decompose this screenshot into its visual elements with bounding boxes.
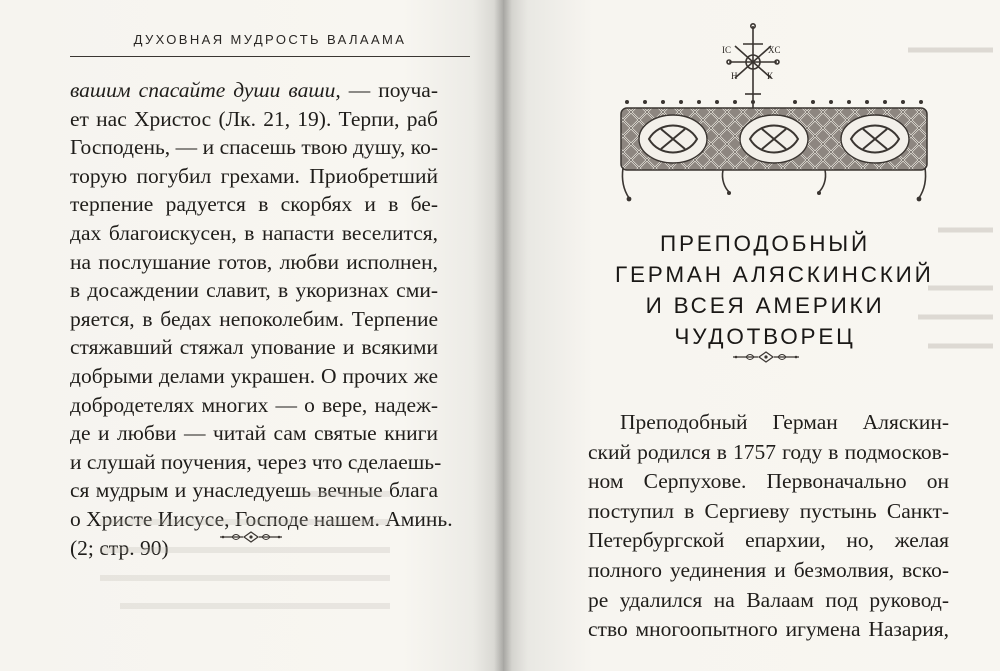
text-line: торую погубил грехами. Приобретший — [70, 163, 438, 188]
title-divider-ornament — [731, 350, 801, 364]
emblem-letters-xc: XC — [768, 45, 781, 55]
right-page-text — [588, 408, 949, 645]
section-divider-ornament — [218, 530, 284, 544]
text-line: ет нас Христос (Лк. 21, 19). Терпи, раб — [70, 106, 438, 131]
text-line: ся мудрым и унаследуешь вечные блага — [70, 478, 438, 503]
book-gutter-shadow — [494, 0, 512, 671]
emblem-letter-n: Н — [731, 71, 738, 81]
text-line: о Христе Иисусе, Господе нашем. Аминь. — [70, 506, 453, 531]
text-line: Господень, — и спасешь твою душу, ко- — [70, 135, 438, 160]
text-line: ряется, в бедах непоколебим. Терпение — [70, 306, 438, 331]
text-line: Преподобный Герман Аляскин- — [620, 410, 949, 434]
text-line: и слушай поучения, через что сделаешь- — [70, 449, 442, 474]
title-line: ЧУДОТВОРЕЦ — [674, 324, 856, 349]
text-line: Петербургской епархии, но, желая — [588, 528, 949, 553]
chapter-title — [615, 228, 934, 352]
text-line: терпение радуется в скорбях и в бе- — [70, 192, 438, 217]
title-line: И ВСЕЯ АМЕРИКИ — [645, 293, 885, 318]
emblem-letters-ic: IC — [722, 45, 731, 55]
interlace-headpiece-ornament — [615, 96, 933, 206]
text-line: де и любви — читай сам святые книги — [70, 421, 438, 446]
text-line: ном Серпухове. Первоначально он — [588, 469, 949, 494]
text-line: дах благоискусен, в напасти веселится, — [70, 220, 438, 245]
running-head-rule — [70, 56, 470, 57]
text-line: ре удалился на Валаам под руковод- — [588, 587, 949, 612]
text-line: ский родился в 1757 году в подмосков- — [588, 439, 949, 464]
text-line: стяжавший стяжал упование и всякими — [70, 335, 438, 360]
text-line: в досаждении славит, в укоризнах сми- — [70, 278, 438, 303]
running-head: ДУХОВНАЯ МУДРОСТЬ ВАЛААМА — [133, 32, 407, 47]
text-line: поступил в Сергиеву пустынь Санкт- — [588, 498, 949, 523]
text-line: (2; стр. 90) — [70, 535, 169, 560]
title-line: ГЕРМАН АЛЯСКИНСКИЙ — [615, 262, 934, 287]
left-page-text — [70, 76, 453, 562]
text-line: на послушание готов, любви исполнен, — [70, 249, 438, 274]
text-fragment: — поуча- — [340, 78, 438, 102]
italic-quote: вашим спасайте души ваши, — [70, 78, 341, 102]
text-line: полного уединения и безмолвия, вско- — [588, 557, 949, 582]
text-line: добрыми делами украшен. О прочих же — [70, 363, 438, 388]
text-line: ство многоопытного игумена Назария, — [588, 617, 949, 642]
emblem-letter-k: К — [767, 71, 774, 81]
title-line: ПРЕПОДОБНЫЙ — [659, 231, 870, 256]
text-line — [70, 76, 438, 105]
text-line: добродетелях многих — о вере, надеж- — [70, 392, 438, 417]
